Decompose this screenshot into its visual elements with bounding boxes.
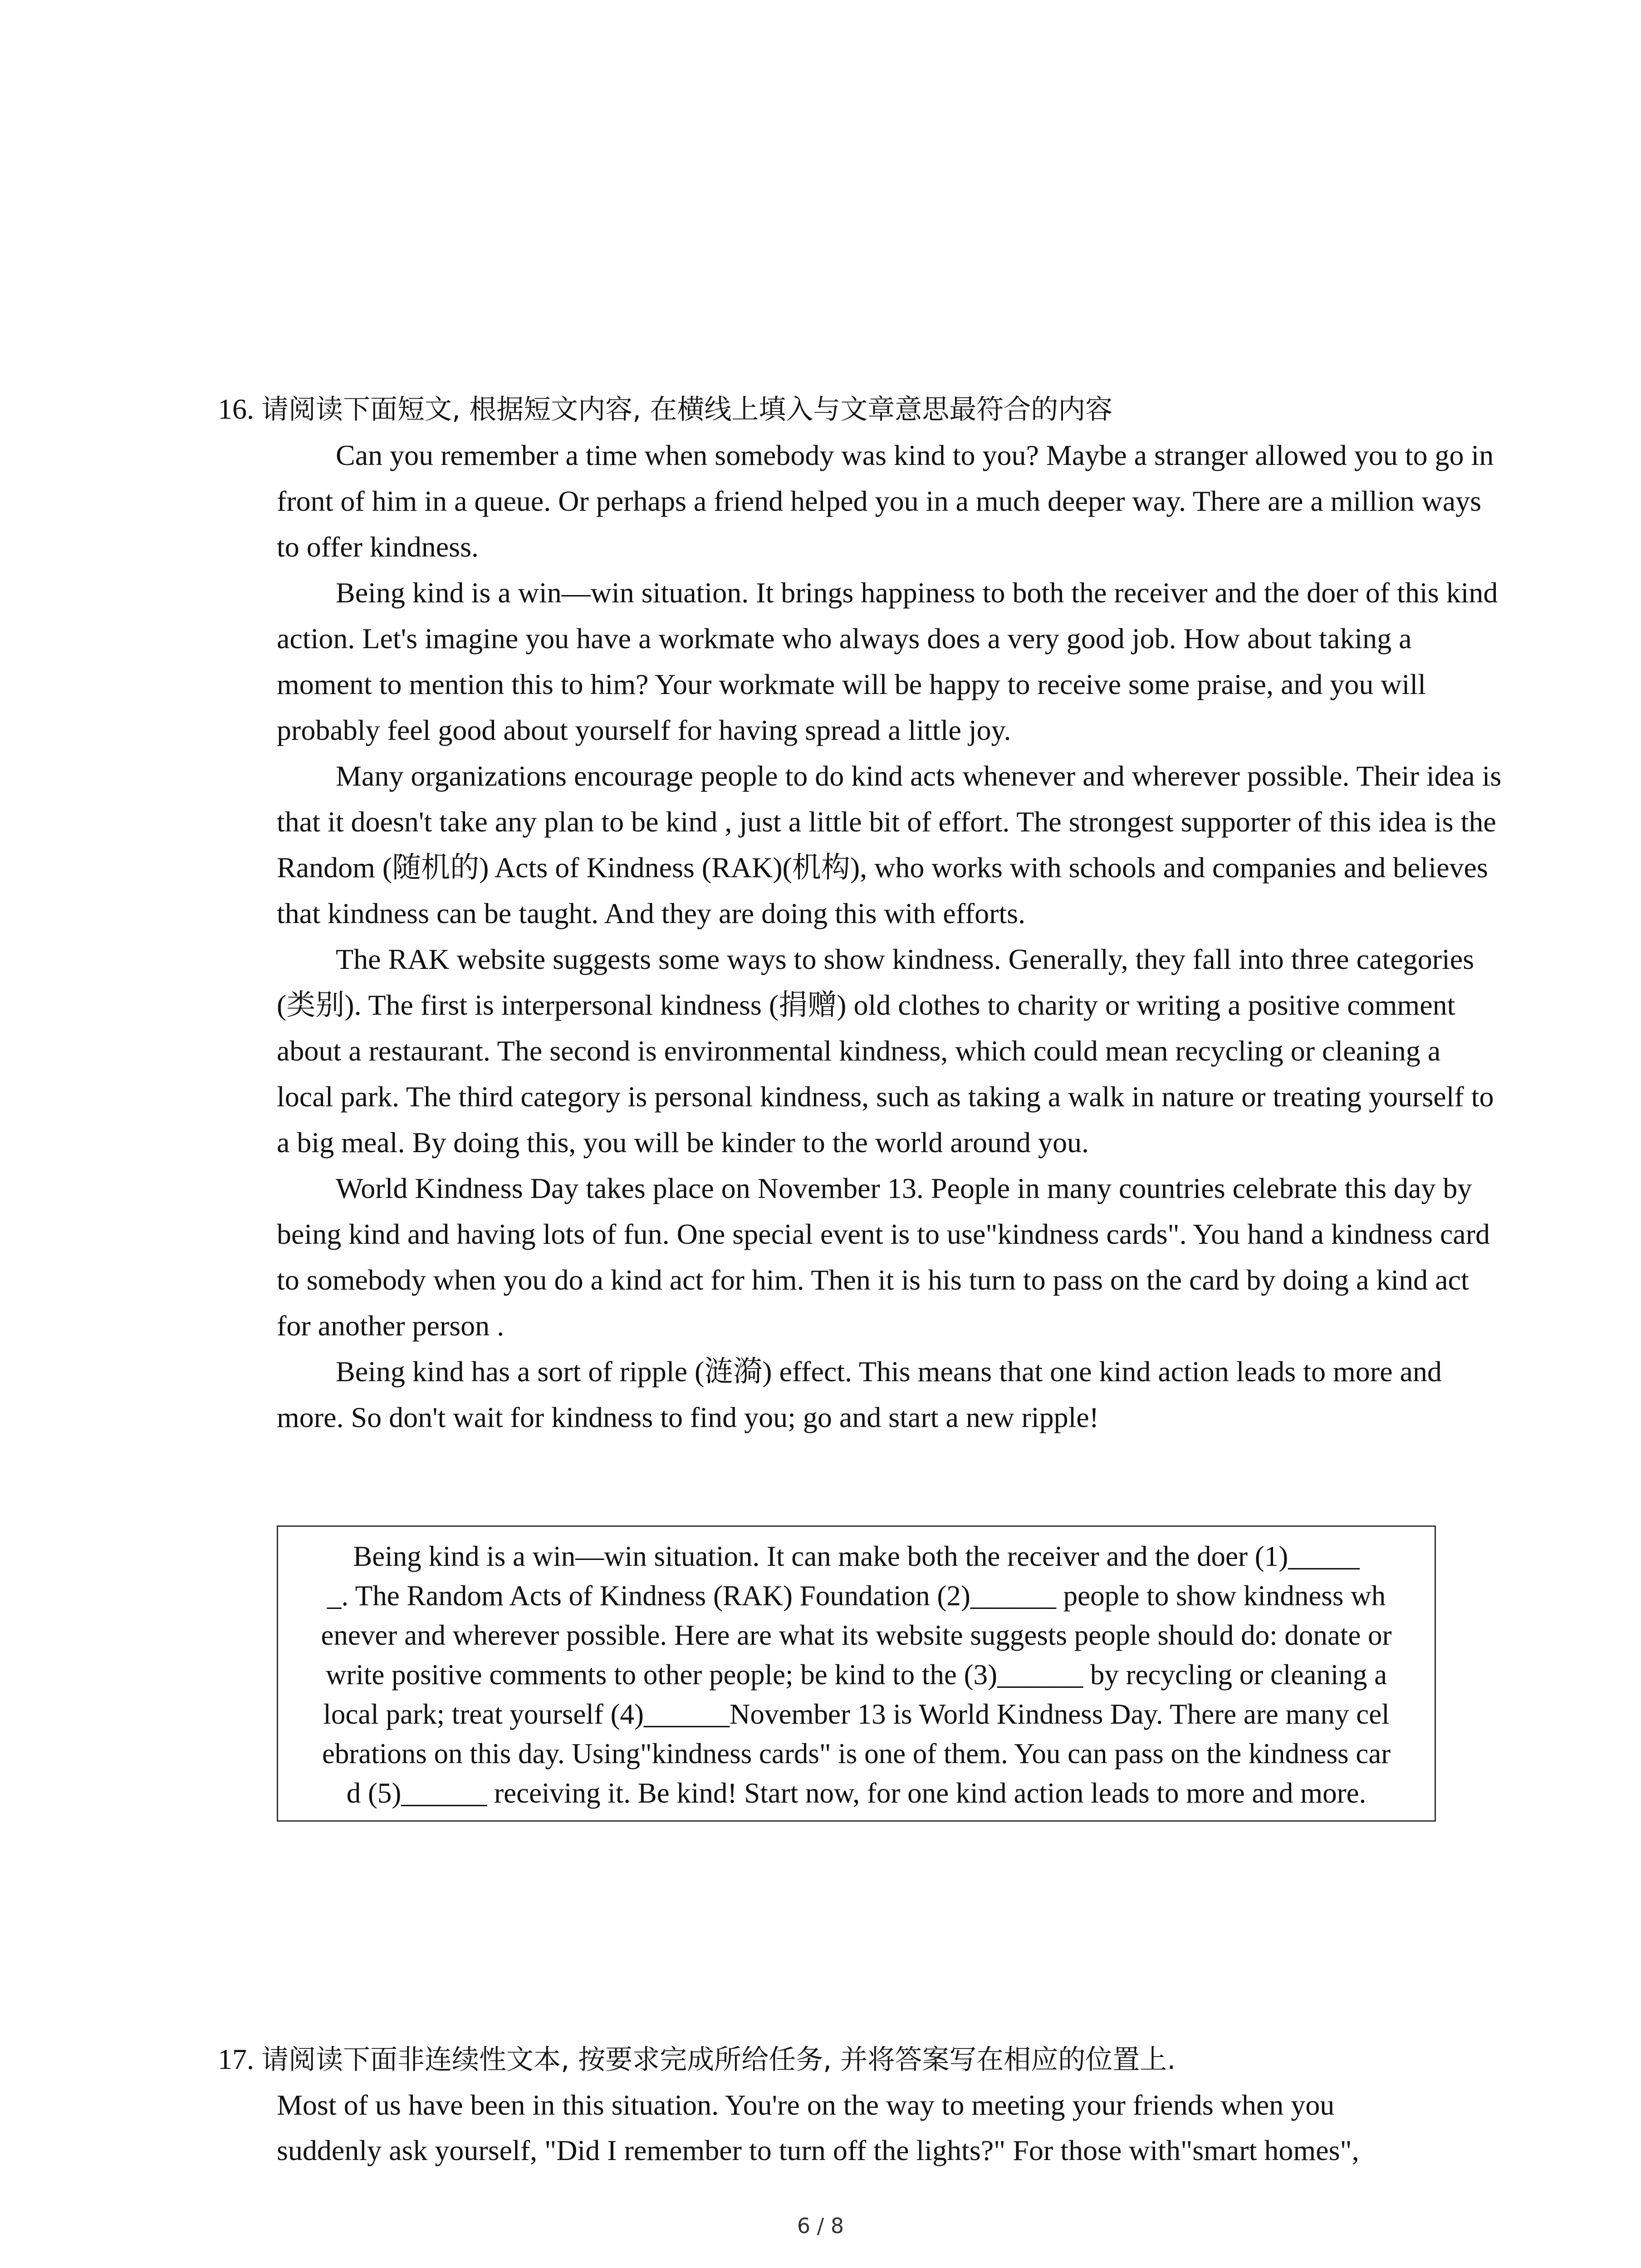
- passage-line: suddenly ask yourself, "Did I remember to turn off the lights?" For those with"smart homes",: [277, 2134, 1359, 2166]
- reading-passage: [277, 432, 1502, 1440]
- question-17: [218, 2037, 1497, 2173]
- question-number: 16.: [218, 393, 254, 425]
- summary-line: d (5)______ receiving it. Be kind! Start now, for one kind action leads to more and more.: [346, 1777, 1367, 1809]
- summary-line: Being kind is a win—win situation. It can make both the receiver and the doer (1)_____: [353, 1540, 1360, 1572]
- passage-paragraph: Can you remember a time when somebody was kind to you? Maybe a stranger allowed you to go in front of him in a queue. Or perhaps a friend helped you in a much deeper way. There are a million ways to offer kindness.: [277, 439, 1494, 563]
- passage-paragraph: World Kindness Day takes place on November 13. People in many countries celebrate this day by being kind and having lots of fun. One special event is to use"kindness cards". You hand a kindness card to somebody when you do a kind act for him. Then it is his turn to pass on the card by doing a kind act for another person .: [277, 1172, 1490, 1342]
- question-17-title: [218, 2037, 1497, 2082]
- question-number: 17.: [218, 2043, 254, 2075]
- question-16: [218, 386, 1502, 1440]
- summary-line: _. The Random Acts of Kindness (RAK) Foundation (2)______ people to show kindness wh: [327, 1580, 1386, 1612]
- question-instruction: 请阅读下面非连续性文本, 按要求完成所给任务, 并将答案写在相应的位置上.: [261, 2044, 1176, 2076]
- passage-paragraph: Many organizations encourage people to do kind acts whenever and wherever possible. Their idea is that it doesn't take any plan to be kind , just a little bit of effort. The strongest supporter of this idea is the Random (随机的) Acts of Kindness (RAK)(机构), who works with schools and companies and believes that kindness can be taught. And they are doing this with efforts.: [277, 760, 1502, 929]
- summary-line: local park; treat yourself (4)______November 13 is World Kindness Day. There are many cel: [323, 1698, 1390, 1730]
- passage-line: Most of us have been in this situation. You're on the way to meeting your friends when you: [277, 2089, 1335, 2121]
- question-instruction: 请阅读下面短文, 根据短文内容, 在横线上填入与文章意思最符合的内容: [261, 394, 1113, 425]
- passage-paragraph: Being kind has a sort of ripple (涟漪) effect. This means that one kind action leads to more and more. So don't wait for kindness to find you; go and start a new ripple!: [277, 1355, 1442, 1433]
- passage-paragraph: Being kind is a win—win situation. It brings happiness to both the receiver and the doer of this kind action. Let's imagine you have a workmate who always does a very good job. How about taking a moment to mention this to him? Your workmate will be happy to receive some praise, and you will probably feel good about yourself for having spread a little joy.: [277, 577, 1498, 746]
- summary-box: [277, 1525, 1436, 1822]
- summary-line: enever and wherever possible. Here are what its website suggests people should do: donate or: [321, 1619, 1392, 1651]
- question-16-title: [218, 386, 1497, 432]
- passage-paragraph: The RAK website suggests some ways to show kindness. Generally, they fall into three categories (类别). The first is interpersonal kindness (捐赠) old clothes to charity or writing a positive comment about a restaurant. The second is environmental kindness, which could mean recycling or cleaning a local park. The third category is personal kindness, such as taking a walk in nature or treating yourself to a big meal. By doing this, you will be kinder to the world around you.: [277, 943, 1494, 1158]
- page-number: 6 / 8: [797, 2214, 844, 2238]
- summary-line: ebrations on this day. Using"kindness cards" is one of them. You can pass on the kindness car: [322, 1738, 1391, 1769]
- summary-line: write positive comments to other people; be kind to the (3)______ by recycling or cleaning a: [325, 1659, 1387, 1691]
- question-17-text: [277, 2082, 1502, 2173]
